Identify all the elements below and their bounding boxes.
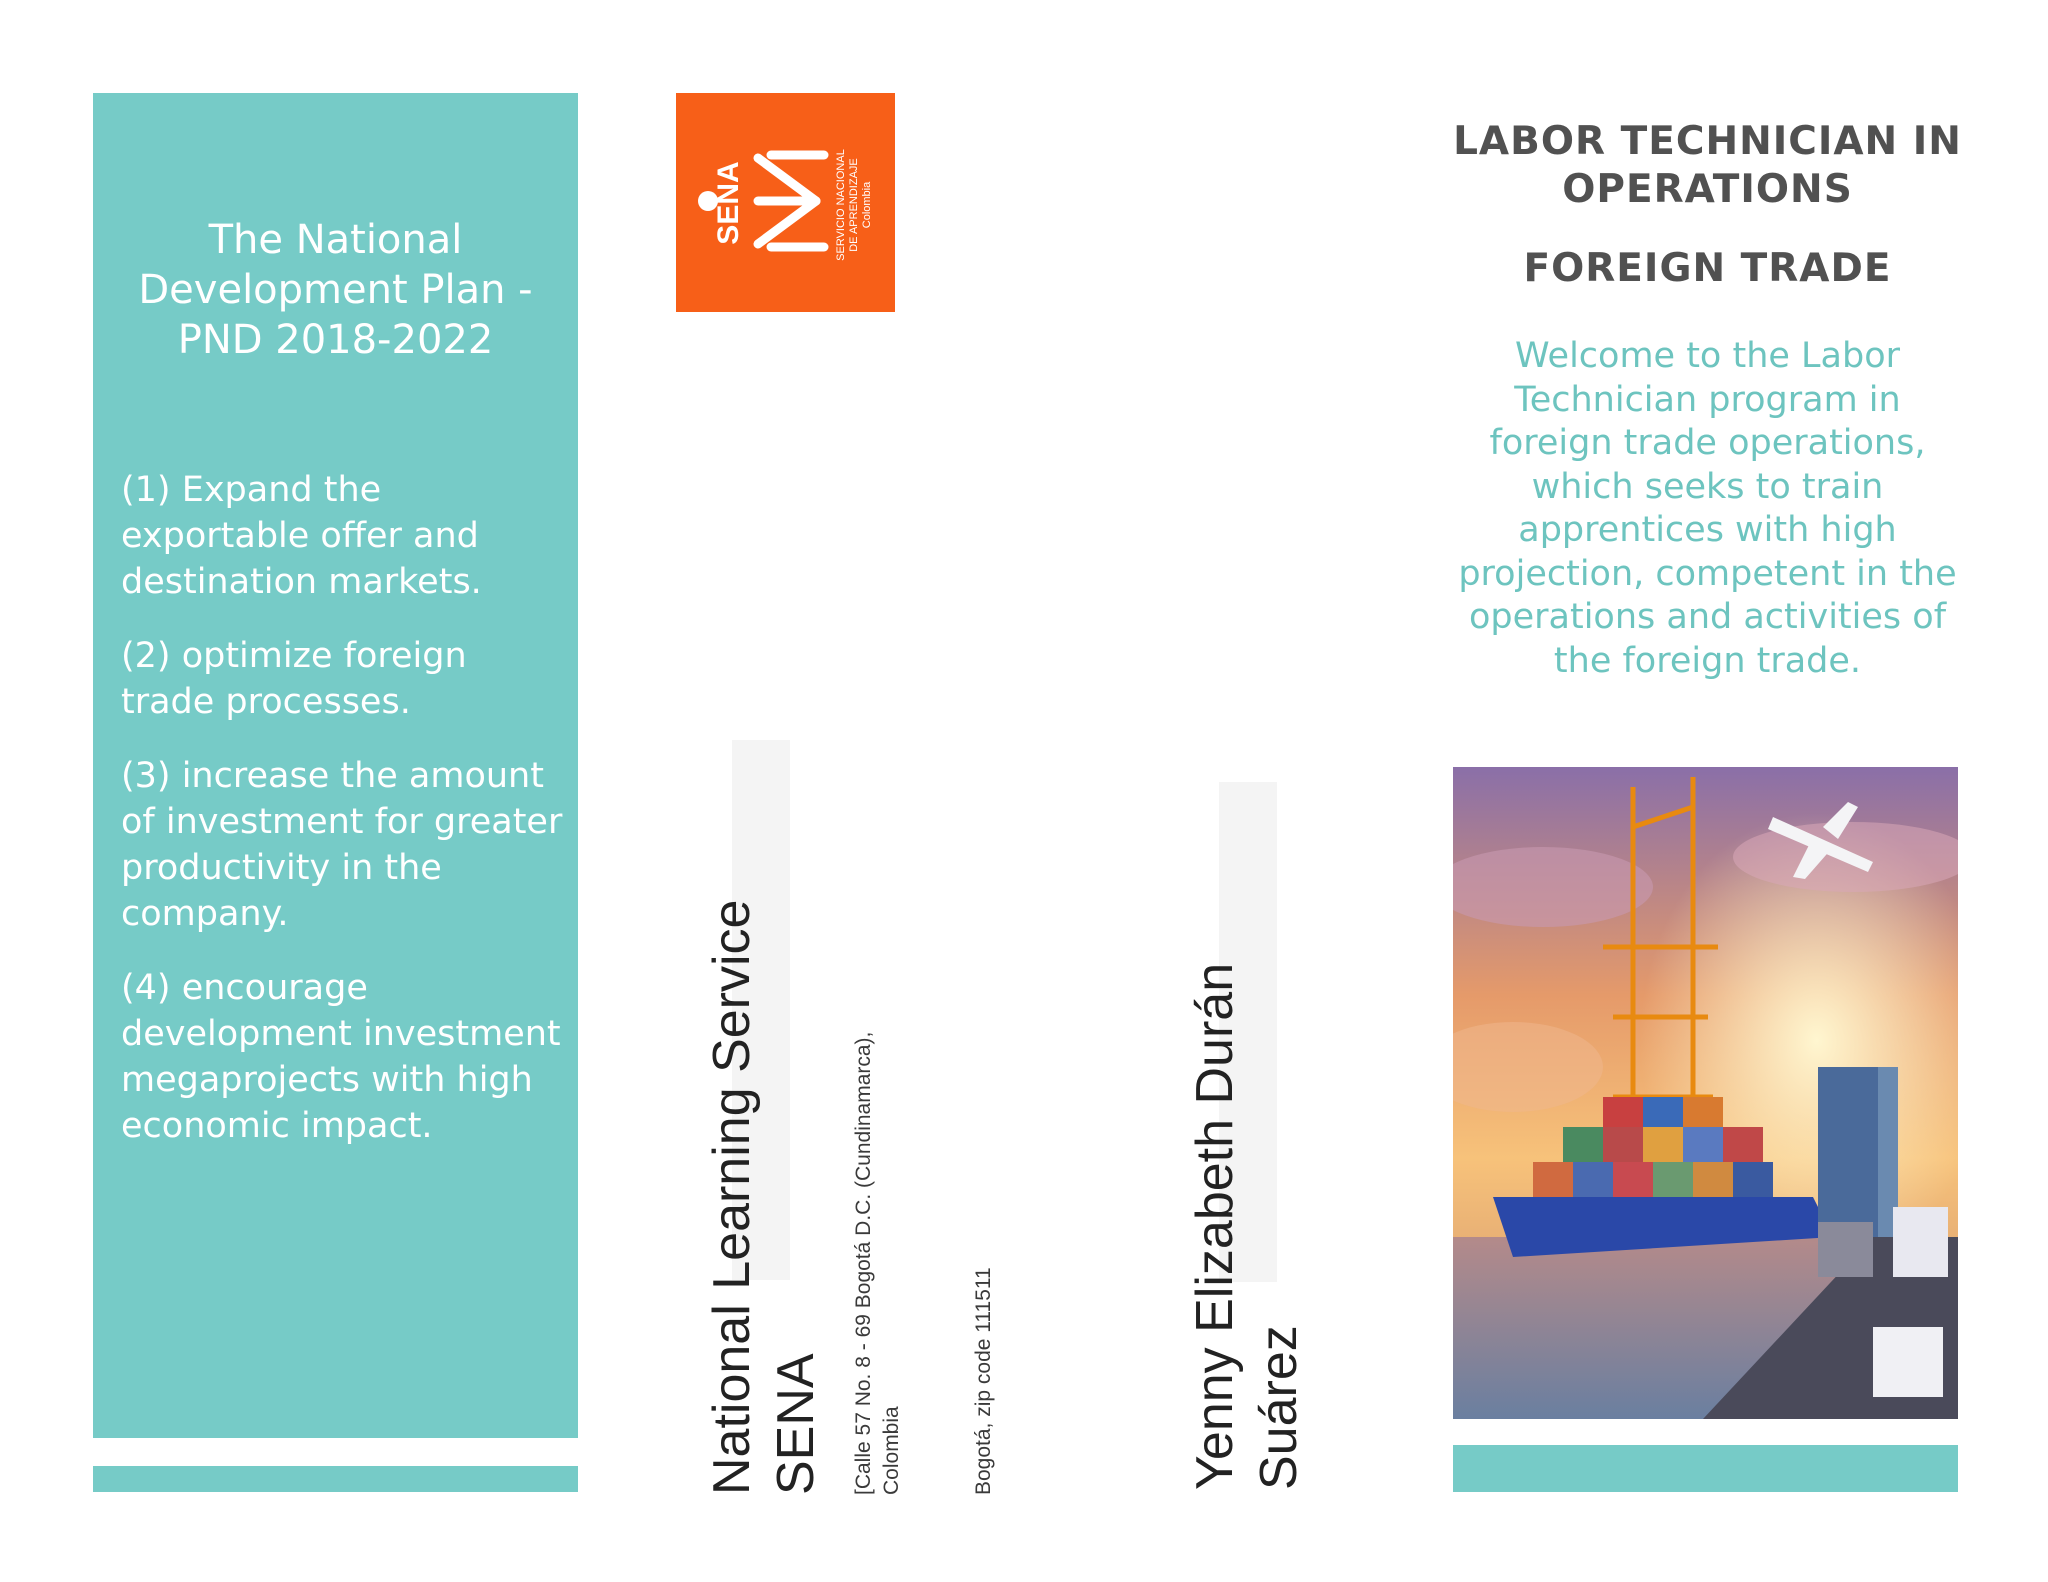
plan-title: The National Development Plan - PND 2018-2022 xyxy=(138,217,533,363)
welcome-text: Welcome to the Labor Technician program in foreign trade operations, which seeks to train apprentices with high projection, competent in the operations and activities of the foreign trade. xyxy=(1458,336,1957,681)
address-block xyxy=(850,980,906,1495)
author-name-line-2: Suárez xyxy=(1250,1325,1308,1490)
left-footer-bar xyxy=(93,1466,578,1492)
zip-code: Bogotá, zip code 111511 xyxy=(972,1267,995,1495)
program-title: LABOR TECHNICIAN IN OPERATIONS xyxy=(1453,119,1962,212)
program-subtitle: FOREIGN TRADE xyxy=(1523,246,1892,291)
plan-goal-2: (2) optimize foreign trade processes. xyxy=(121,636,467,722)
plan-goal-1: (1) Expand the exportable offer and destination markets. xyxy=(121,470,482,602)
organization-name-line-1: National Learning Service xyxy=(703,899,761,1495)
plan-goal-4: (4) encourage development investment megaprojects with high economic impact. xyxy=(121,968,561,1146)
address-line-2: Colombia xyxy=(880,1406,903,1495)
organization-name-line-2: SENA xyxy=(767,1353,825,1495)
sena-logo xyxy=(676,93,895,312)
author-name-line-1: Yenny Elizabeth Durán xyxy=(1186,962,1244,1490)
sena-logo-icon xyxy=(676,93,895,312)
plan-goals-list xyxy=(121,467,571,1177)
logo-line-1: SERVICIO NACIONAL xyxy=(835,149,847,261)
author-name xyxy=(1183,925,1311,1490)
logo-line-3: Colombia xyxy=(861,181,873,229)
port-illustration xyxy=(1453,767,1958,1419)
logo-wordmark: SENA xyxy=(712,161,745,245)
organization-name xyxy=(700,865,828,1495)
right-footer-bar xyxy=(1453,1445,1958,1492)
address-line-1: [Calle 57 No. 8 - 69 Bogotá D.C. (Cundinamarca), xyxy=(852,1031,875,1495)
trade-port-image xyxy=(1453,767,1958,1419)
plan-goal-3: (3) increase the amount of investment for greater productivity in the company. xyxy=(121,756,563,934)
logo-line-2: DE APRENDIZAJE xyxy=(848,158,860,252)
